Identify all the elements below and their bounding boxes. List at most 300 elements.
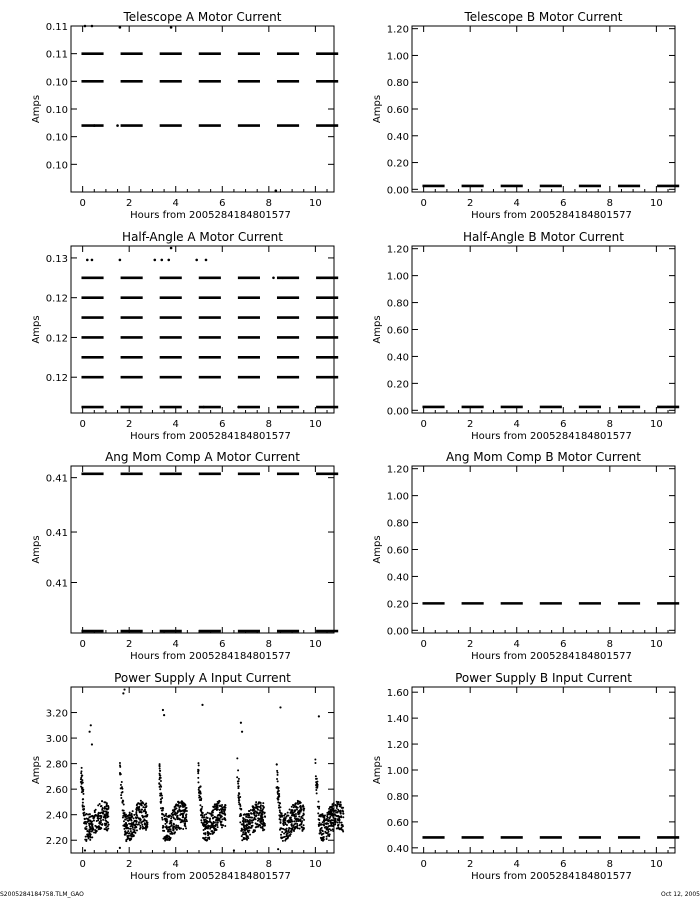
data-point bbox=[321, 839, 323, 841]
data-point bbox=[250, 809, 252, 811]
data-point bbox=[205, 825, 207, 827]
data-point bbox=[329, 834, 331, 836]
data-point bbox=[184, 808, 186, 810]
data-point bbox=[144, 807, 146, 809]
data-point bbox=[182, 815, 184, 817]
y-tick-label: 0.80 bbox=[386, 791, 409, 803]
y-tick-label: 0.60 bbox=[386, 545, 409, 557]
data-point bbox=[172, 814, 174, 816]
data-point bbox=[169, 822, 171, 824]
data-point bbox=[332, 830, 334, 832]
data-point bbox=[303, 824, 305, 826]
data-point bbox=[160, 259, 163, 262]
data-point bbox=[327, 827, 329, 829]
x-tick-label: 2 bbox=[125, 859, 133, 870]
data-point bbox=[290, 818, 292, 820]
data-point bbox=[336, 807, 338, 809]
data-point bbox=[289, 812, 291, 814]
y-tick-label: 2.40 bbox=[45, 810, 68, 822]
data-point bbox=[315, 775, 317, 777]
data-point bbox=[160, 807, 162, 809]
data-point bbox=[329, 822, 331, 824]
data-point bbox=[236, 776, 238, 778]
x-tick-label: 10 bbox=[309, 198, 322, 209]
x-tick-label: 6 bbox=[560, 198, 567, 209]
data-point bbox=[198, 769, 200, 771]
data-point bbox=[127, 830, 129, 832]
data-point bbox=[93, 124, 96, 127]
plot-frame bbox=[412, 26, 675, 192]
data-point bbox=[159, 770, 161, 772]
data-point bbox=[103, 801, 105, 803]
data-point bbox=[303, 827, 305, 829]
data-point bbox=[302, 815, 304, 817]
data-point bbox=[197, 777, 199, 779]
data-point bbox=[318, 819, 320, 821]
data-point bbox=[241, 829, 243, 831]
data-point bbox=[246, 824, 248, 826]
data-point bbox=[205, 259, 208, 262]
data-point bbox=[299, 820, 301, 822]
y-tick-label: 1.00 bbox=[386, 51, 409, 63]
y-tick-label: 0.40 bbox=[386, 131, 409, 143]
data-point bbox=[203, 838, 205, 840]
y-tick-label: 0.11 bbox=[45, 22, 68, 33]
data-point bbox=[162, 819, 164, 821]
data-point bbox=[82, 789, 84, 791]
data-point bbox=[167, 259, 170, 262]
data-point bbox=[342, 809, 344, 811]
chart-panel-2 bbox=[372, 10, 679, 221]
plot-frame bbox=[412, 466, 675, 633]
data-point bbox=[276, 797, 278, 799]
y-tick-label: 0.00 bbox=[386, 406, 409, 418]
data-point bbox=[198, 797, 200, 799]
data-point bbox=[296, 809, 298, 811]
data-point bbox=[214, 825, 216, 827]
data-point bbox=[138, 811, 140, 813]
data-point bbox=[143, 816, 145, 818]
data-point bbox=[181, 809, 183, 811]
data-point bbox=[316, 792, 318, 794]
data-point bbox=[332, 825, 334, 827]
data-point bbox=[217, 803, 219, 805]
data-point bbox=[221, 804, 223, 806]
y-tick-label: 0.12 bbox=[45, 293, 68, 305]
data-point bbox=[130, 820, 132, 822]
data-point bbox=[201, 822, 203, 824]
data-point bbox=[179, 809, 181, 811]
chart-panel-3 bbox=[31, 230, 338, 442]
data-point bbox=[303, 810, 305, 812]
data-point bbox=[251, 819, 253, 821]
data-point bbox=[250, 812, 252, 814]
data-point bbox=[140, 800, 142, 802]
data-point bbox=[293, 820, 295, 822]
data-point bbox=[294, 817, 296, 819]
data-point bbox=[246, 813, 248, 815]
data-point bbox=[334, 822, 336, 824]
data-point bbox=[295, 806, 297, 808]
data-point bbox=[130, 828, 132, 830]
data-point bbox=[200, 819, 202, 821]
data-point bbox=[249, 816, 251, 818]
data-point bbox=[336, 815, 338, 817]
data-point bbox=[136, 814, 138, 816]
data-point bbox=[133, 834, 135, 836]
data-point bbox=[138, 803, 140, 805]
plot-frame bbox=[71, 466, 334, 633]
x-axis-label: Hours from 2005284184801577 bbox=[471, 871, 632, 882]
data-point bbox=[254, 807, 256, 809]
x-tick-label: 0 bbox=[79, 198, 86, 209]
data-point bbox=[329, 816, 331, 818]
y-tick-label: 3.20 bbox=[45, 708, 68, 720]
data-point bbox=[219, 814, 221, 816]
data-point bbox=[316, 783, 318, 785]
data-point bbox=[184, 810, 186, 812]
y-axis-label: Amps bbox=[31, 94, 42, 124]
data-point bbox=[105, 805, 107, 807]
x-tick-label: 8 bbox=[265, 419, 273, 430]
data-point bbox=[241, 839, 243, 841]
data-point bbox=[204, 827, 206, 829]
data-point bbox=[320, 815, 322, 817]
data-point bbox=[139, 828, 141, 830]
data-point bbox=[107, 811, 109, 813]
y-tick-label: 2.60 bbox=[45, 785, 68, 797]
data-point bbox=[82, 806, 84, 808]
data-point bbox=[276, 778, 278, 780]
data-point bbox=[123, 810, 125, 812]
data-point bbox=[295, 813, 297, 815]
x-axis-label: Hours from 2005284184801577 bbox=[130, 651, 291, 662]
data-point bbox=[277, 792, 279, 794]
data-point bbox=[212, 831, 214, 833]
y-tick-label: 1.00 bbox=[386, 271, 409, 283]
data-point bbox=[186, 810, 188, 812]
data-point bbox=[260, 807, 262, 809]
data-point bbox=[236, 757, 238, 759]
data-point bbox=[162, 709, 164, 711]
data-point bbox=[197, 772, 199, 774]
data-point bbox=[81, 781, 83, 783]
data-point bbox=[124, 814, 126, 816]
data-point bbox=[161, 813, 163, 815]
data-point bbox=[82, 802, 84, 804]
data-point bbox=[106, 816, 108, 818]
data-point bbox=[242, 820, 244, 822]
data-point bbox=[320, 823, 322, 825]
y-axis-label: Amps bbox=[31, 755, 42, 785]
data-point bbox=[332, 803, 334, 805]
data-point bbox=[104, 824, 106, 826]
data-point bbox=[107, 825, 109, 827]
data-point bbox=[329, 820, 331, 822]
plot-frame bbox=[71, 26, 334, 192]
y-tick-label: 0.60 bbox=[386, 325, 409, 337]
data-point bbox=[173, 823, 175, 825]
data-point bbox=[125, 818, 127, 820]
data-point bbox=[206, 840, 208, 842]
data-point bbox=[284, 822, 286, 824]
data-point bbox=[290, 809, 292, 811]
data-point bbox=[290, 830, 292, 832]
data-point bbox=[341, 822, 343, 824]
data-point bbox=[163, 830, 165, 832]
data-point bbox=[296, 818, 298, 820]
data-point bbox=[329, 828, 331, 830]
data-point bbox=[119, 762, 121, 764]
data-point bbox=[277, 780, 279, 782]
data-point bbox=[280, 819, 282, 821]
data-point bbox=[302, 808, 304, 810]
data-point bbox=[334, 818, 336, 820]
data-point bbox=[185, 818, 187, 820]
data-point bbox=[159, 773, 161, 775]
data-point bbox=[240, 722, 242, 724]
data-point bbox=[209, 818, 211, 820]
plot-frame bbox=[412, 246, 675, 413]
data-point bbox=[244, 833, 246, 835]
x-tick-label: 8 bbox=[606, 859, 614, 870]
data-point bbox=[280, 822, 282, 824]
y-tick-label: 0.13 bbox=[45, 253, 68, 265]
chart-title: Telescope A Motor Current bbox=[123, 10, 282, 24]
data-point bbox=[130, 834, 132, 836]
data-point bbox=[175, 813, 177, 815]
data-point bbox=[203, 814, 205, 816]
data-point bbox=[89, 823, 91, 825]
data-point bbox=[144, 809, 146, 811]
data-point bbox=[246, 828, 248, 830]
y-tick-label: 1.20 bbox=[386, 740, 409, 752]
data-point bbox=[220, 811, 222, 813]
data-point bbox=[84, 25, 87, 28]
data-point bbox=[337, 825, 339, 827]
data-point bbox=[195, 259, 198, 262]
data-point bbox=[319, 830, 321, 832]
data-point bbox=[159, 788, 161, 790]
data-point bbox=[332, 817, 334, 819]
data-point bbox=[219, 809, 221, 811]
data-point bbox=[91, 259, 94, 262]
chart-title: Power Supply A Input Current bbox=[114, 671, 291, 685]
y-tick-label: 0.12 bbox=[45, 373, 68, 385]
data-point bbox=[141, 824, 143, 826]
data-point bbox=[221, 809, 223, 811]
x-tick-label: 2 bbox=[125, 419, 133, 430]
chart-panel-8 bbox=[372, 671, 679, 882]
data-point bbox=[199, 790, 201, 792]
data-point bbox=[98, 825, 100, 827]
data-point bbox=[102, 812, 104, 814]
data-point bbox=[239, 821, 241, 823]
data-point bbox=[326, 822, 328, 824]
data-point bbox=[277, 788, 279, 790]
data-point bbox=[144, 804, 146, 806]
data-point bbox=[262, 802, 264, 804]
x-tick-label: 6 bbox=[560, 419, 567, 430]
x-tick-label: 4 bbox=[513, 639, 520, 650]
data-point bbox=[316, 787, 318, 789]
data-point bbox=[252, 806, 254, 808]
data-point bbox=[89, 731, 91, 733]
data-point bbox=[122, 815, 124, 817]
data-point bbox=[125, 823, 127, 825]
data-point bbox=[82, 812, 84, 814]
footer-date: Oct 12, 2005 bbox=[661, 891, 700, 898]
data-point bbox=[301, 830, 303, 832]
x-tick-label: 8 bbox=[265, 198, 273, 209]
data-point bbox=[249, 834, 251, 836]
data-point bbox=[200, 792, 202, 794]
data-point bbox=[123, 820, 125, 822]
data-point bbox=[162, 807, 164, 809]
data-point bbox=[244, 813, 246, 815]
data-point bbox=[214, 805, 216, 807]
data-point bbox=[184, 823, 186, 825]
data-point bbox=[210, 833, 212, 835]
data-point bbox=[328, 831, 330, 833]
data-point bbox=[200, 810, 202, 812]
data-point bbox=[107, 821, 109, 823]
data-point bbox=[124, 834, 126, 836]
data-point bbox=[200, 799, 202, 801]
data-point bbox=[119, 259, 122, 262]
data-point bbox=[238, 799, 240, 801]
data-point bbox=[330, 814, 332, 816]
y-tick-label: 2.20 bbox=[45, 836, 68, 848]
data-point bbox=[279, 809, 281, 811]
data-point bbox=[121, 788, 123, 790]
data-point bbox=[302, 817, 304, 819]
data-point bbox=[158, 782, 160, 784]
data-point bbox=[224, 814, 226, 816]
data-point bbox=[215, 819, 217, 821]
x-tick-label: 4 bbox=[513, 198, 520, 209]
data-point bbox=[104, 807, 106, 809]
x-tick-label: 0 bbox=[420, 639, 427, 650]
data-point bbox=[168, 829, 170, 831]
data-point bbox=[180, 805, 182, 807]
data-point bbox=[337, 819, 339, 821]
data-point bbox=[281, 814, 283, 816]
data-point bbox=[96, 820, 98, 822]
data-point bbox=[86, 259, 89, 262]
data-point bbox=[198, 787, 200, 789]
data-point bbox=[314, 759, 316, 761]
data-point bbox=[286, 831, 288, 833]
x-tick-label: 10 bbox=[309, 859, 322, 870]
data-point bbox=[182, 806, 184, 808]
data-point bbox=[120, 797, 122, 799]
data-point bbox=[276, 763, 278, 765]
data-series bbox=[81, 25, 338, 192]
data-point bbox=[217, 821, 219, 823]
data-point bbox=[162, 827, 164, 829]
x-tick-label: 8 bbox=[606, 419, 614, 430]
data-point bbox=[85, 826, 87, 828]
data-point bbox=[241, 731, 243, 733]
data-point bbox=[323, 819, 325, 821]
data-point bbox=[220, 824, 222, 826]
data-point bbox=[208, 812, 210, 814]
data-point bbox=[281, 831, 283, 833]
data-point bbox=[185, 813, 187, 815]
data-point bbox=[295, 820, 297, 822]
data-point bbox=[321, 830, 323, 832]
data-point bbox=[134, 820, 136, 822]
data-point bbox=[141, 815, 143, 817]
data-point bbox=[123, 828, 125, 830]
data-point bbox=[340, 812, 342, 814]
data-point bbox=[98, 815, 100, 817]
data-point bbox=[169, 839, 171, 841]
data-point bbox=[223, 806, 225, 808]
data-point bbox=[108, 824, 110, 826]
data-point bbox=[279, 811, 281, 813]
data-point bbox=[217, 826, 219, 828]
data-point bbox=[286, 820, 288, 822]
data-point bbox=[281, 837, 283, 839]
data-point bbox=[238, 785, 240, 787]
data-point bbox=[327, 820, 329, 822]
data-point bbox=[242, 834, 244, 836]
data-point bbox=[131, 816, 133, 818]
data-point bbox=[285, 829, 287, 831]
data-point bbox=[81, 779, 83, 781]
y-tick-label: 1.20 bbox=[386, 24, 409, 36]
data-point bbox=[197, 762, 199, 764]
data-point bbox=[122, 692, 124, 694]
data-point bbox=[333, 814, 335, 816]
data-point bbox=[159, 775, 161, 777]
data-point bbox=[326, 812, 328, 814]
data-point bbox=[81, 767, 83, 769]
x-tick-label: 0 bbox=[79, 639, 86, 650]
data-point bbox=[107, 808, 109, 810]
data-point bbox=[332, 828, 334, 830]
data-point bbox=[160, 792, 162, 794]
data-point bbox=[301, 827, 303, 829]
data-point bbox=[90, 724, 92, 726]
data-point bbox=[253, 812, 255, 814]
data-point bbox=[216, 806, 218, 808]
y-tick-label: 0.40 bbox=[386, 352, 409, 364]
data-point bbox=[145, 812, 147, 814]
data-point bbox=[141, 809, 143, 811]
x-axis-label: Hours from 2005284184801577 bbox=[130, 210, 291, 221]
data-point bbox=[166, 837, 168, 839]
data-point bbox=[85, 836, 87, 838]
data-point bbox=[161, 797, 163, 799]
data-point bbox=[286, 824, 288, 826]
data-series bbox=[80, 688, 344, 851]
data-point bbox=[211, 811, 213, 813]
data-point bbox=[120, 794, 122, 796]
data-point bbox=[318, 715, 320, 717]
data-point bbox=[337, 826, 339, 828]
data-point bbox=[294, 803, 296, 805]
data-point bbox=[145, 802, 147, 804]
data-point bbox=[257, 817, 259, 819]
data-point bbox=[131, 813, 133, 815]
data-point bbox=[252, 825, 254, 827]
data-point bbox=[101, 800, 103, 802]
data-point bbox=[178, 802, 180, 804]
x-tick-label: 4 bbox=[513, 859, 520, 870]
